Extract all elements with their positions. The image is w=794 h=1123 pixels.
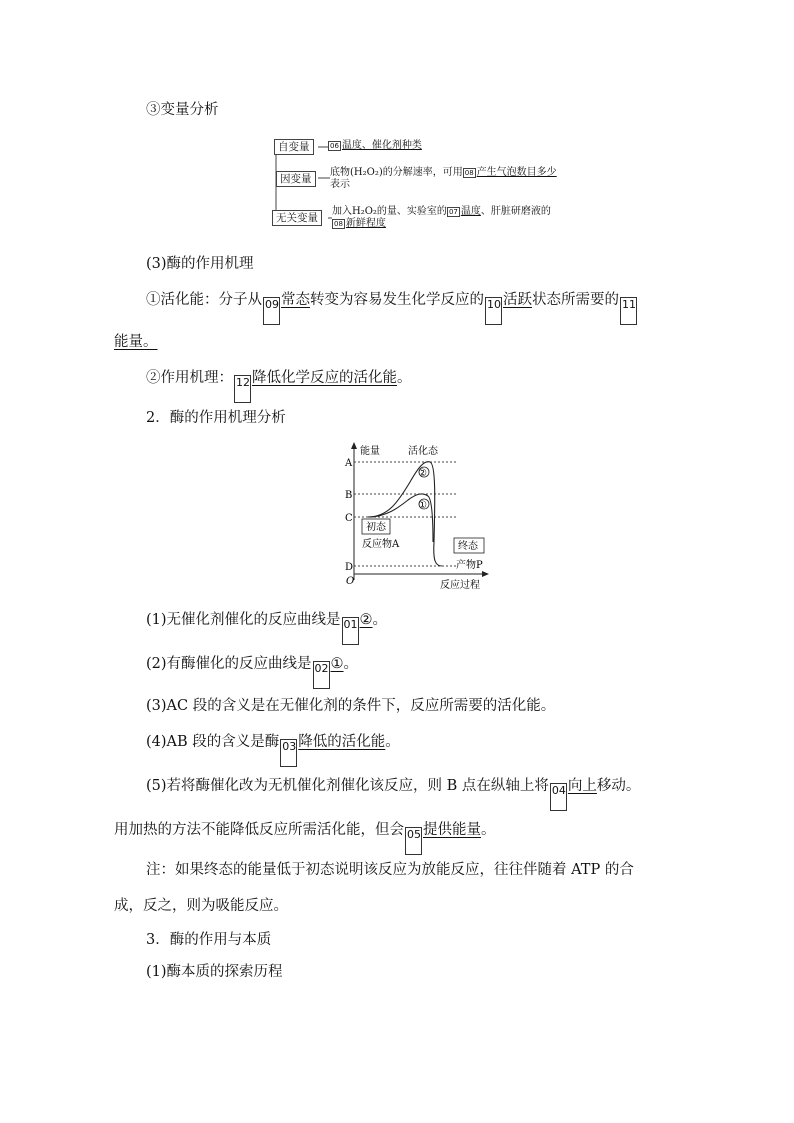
answer-number: 06 (330, 142, 339, 150)
note-line-1: 注：如果终态的能量低于初态说明该反应为放能反应，往往伴随着 ATP 的合 (146, 862, 634, 878)
answer-number: 09 (263, 297, 280, 325)
answer-number: 11 (620, 297, 637, 325)
reactant-label: 反应物A (362, 539, 400, 550)
answer-text: 降低化学反应的活化能 (252, 370, 397, 386)
answer-number: 01 (342, 617, 359, 645)
answer-text: ① (330, 656, 344, 672)
x-axis-arrow (482, 571, 489, 577)
dependent-variable-answer: 产生气泡数目多少 (476, 167, 557, 178)
energy-chart (338, 442, 518, 592)
curve-2-label: ② (418, 468, 427, 479)
answer-number: 12 (234, 375, 251, 403)
irrelevant-variable-text-2: 、肝脏研磨液的 (480, 206, 551, 217)
answer-text: 常态 (281, 292, 310, 308)
variable-analysis-heading: ③变量分析 (146, 102, 219, 118)
x-axis-label: 反应过程 (440, 580, 480, 591)
product-label: 产物P (456, 560, 483, 571)
activated-state-label: 活化态 (408, 446, 438, 457)
final-state-label: 终态 (458, 541, 478, 552)
section-3-title: (3)酶的作用机理 (146, 256, 254, 272)
tick-c: C (345, 513, 353, 524)
enzyme-nature-subheading: (1)酶本质的探索历程 (146, 964, 283, 980)
note-line-2: 成，反之，则为吸能反应。 (114, 898, 288, 914)
answer-text: 降低的活化能 (298, 734, 386, 750)
question-1: (1)无催化剂催化的反应曲线是 01 ②。 (146, 610, 387, 645)
answer-number: 08 (464, 169, 474, 177)
activation-energy-line: ①活化能：分子从 09 常态转变为容易发生化学反应的 10 活跃状态所需要的 11 (146, 290, 638, 325)
answer-text: 活跃 (503, 292, 532, 308)
answer-text: 提供能量 (423, 822, 481, 838)
section-3-heading: 3．酶的作用与本质 (146, 932, 272, 948)
answer-number: 04 (550, 783, 567, 811)
curve-no-catalyst (368, 462, 442, 566)
irrelevant-variable-label: 无关变量 (272, 210, 322, 226)
question-3: (3)AC 段的含义是在无催化剂的条件下，反应所需要的活化能。 (146, 698, 556, 714)
irrelevant-variable-text: 加入H₂O₂的量、实验室的 (332, 206, 447, 217)
answer-number: 10 (485, 297, 502, 325)
y-axis-label: 能量 (360, 446, 380, 457)
tick-d: D (345, 562, 354, 573)
answer-number: 02 (313, 661, 330, 689)
answer-number: 07 (448, 208, 458, 216)
section-2-title: 2．酶的作用机理分析 (146, 410, 286, 426)
irrelevant-variable-answer-2: 新鲜程度 (345, 218, 386, 229)
activation-energy-continuation: 能量。 (114, 334, 158, 350)
answer-number: 05 (405, 827, 422, 855)
tick-a: A (345, 458, 353, 469)
question-4: (4)AB 段的含义是酶 03 降低的活化能。 (146, 732, 400, 767)
dependent-variable-text-2: 表示 (330, 179, 350, 190)
irrelevant-variable-answer-1: 温度 (460, 206, 481, 217)
independent-variable-label: 自变量 (274, 139, 314, 155)
question-5: (5)若将酶催化改为无机催化剂催化该反应，则 B 点在纵轴上将 04 向上移动。 (146, 776, 640, 811)
answer-text: 向上 (567, 778, 597, 794)
answer-number: 08 (334, 220, 343, 228)
mechanism-line: ②作用机理： 12 降低化学反应的活化能。 (146, 368, 412, 403)
answer-number: 03 (280, 739, 297, 767)
answer-text: ② (359, 612, 373, 628)
question-2: (2)有酶催化的反应曲线是 02 ①。 (146, 654, 358, 689)
curve-1-label: ① (418, 500, 427, 511)
independent-variable-text: 温度、催化剂种类 (341, 140, 422, 151)
heating-line: 用加热的方法不能降低反应所需活化能，但会 05 提供能量。 (114, 820, 496, 855)
y-axis-arrow (351, 442, 357, 449)
dependent-variable-label: 因变量 (276, 171, 316, 187)
origin-label: O (346, 576, 355, 587)
dependent-variable-text: 底物(H₂O₂)的分解速率，可用 (330, 167, 463, 178)
variable-diagram (272, 134, 572, 234)
initial-state-label: 初态 (366, 522, 386, 533)
tick-b: B (345, 490, 353, 501)
